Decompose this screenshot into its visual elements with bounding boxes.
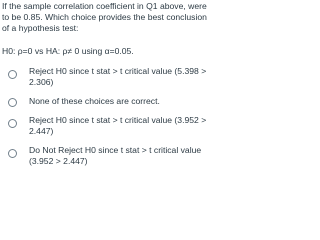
option-label-line: Reject H0 since t stat > t critical value (5.398 > (29, 66, 207, 76)
option-label (29, 96, 199, 107)
option-label (29, 115, 207, 137)
radio-button[interactable] (8, 98, 17, 107)
option-label-line: (3.952 > 2.447) (29, 156, 88, 166)
option-label-line: None of these choices are correct. (29, 96, 160, 106)
option-label-line: 2.306) (29, 77, 54, 87)
option-label (29, 145, 202, 167)
question-line: of a hypothesis test: (2, 23, 79, 33)
option-label-line: 2.447) (29, 126, 54, 136)
radio-button[interactable] (8, 119, 17, 128)
answer-option-4[interactable] (0, 145, 200, 169)
radio-button[interactable] (8, 149, 17, 158)
question-line: If the sample correlation coefficient in Q1 above, were (2, 1, 207, 11)
question-line: to be 0.85. Which choice provides the best conclusion (2, 12, 207, 22)
question-text (2, 1, 207, 34)
answer-option-1[interactable] (0, 66, 207, 90)
answer-option-3[interactable] (0, 115, 207, 139)
option-label-line: Reject H0 since t stat > t critical value (3.952 > (29, 115, 207, 125)
radio-button[interactable] (8, 70, 17, 79)
hypothesis-statement: H0: ρ=0 vs HA: ρ≠ 0 using α=0.05. (2, 46, 134, 56)
answer-option-2[interactable] (0, 96, 200, 109)
option-label-line: Do Not Reject H0 since t stat > t critical value (29, 145, 202, 155)
option-label (29, 66, 207, 88)
